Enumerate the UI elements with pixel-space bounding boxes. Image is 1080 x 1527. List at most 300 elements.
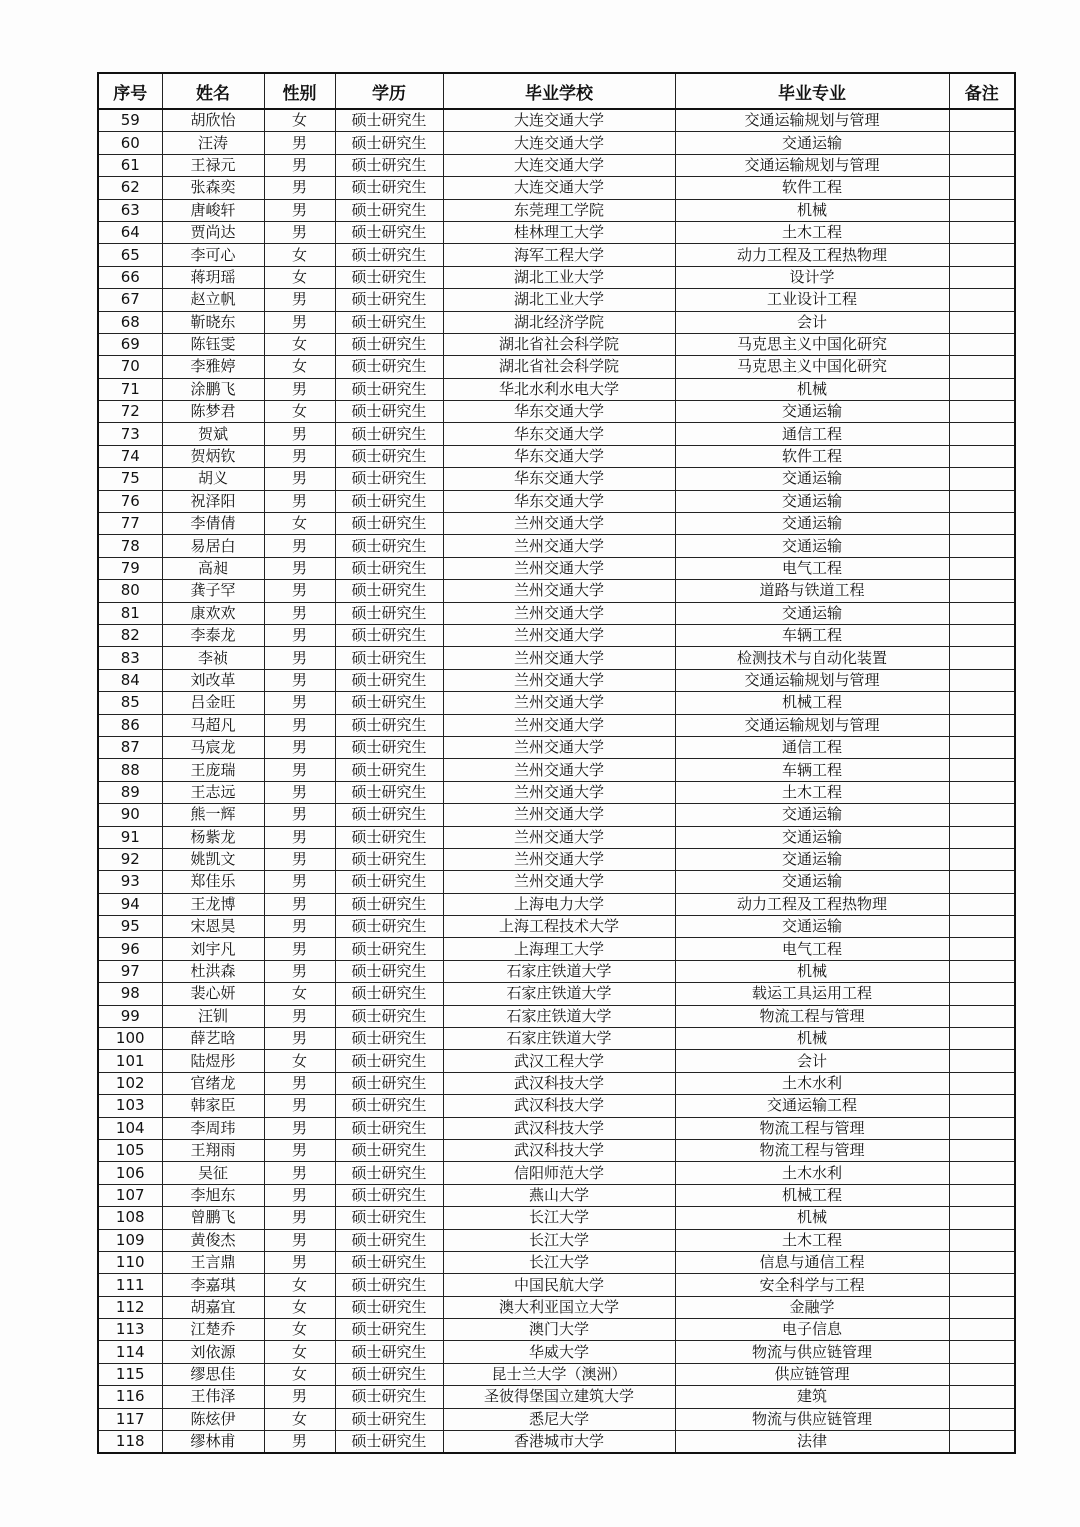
cell-remarks (949, 1408, 1015, 1430)
cell-school: 华东交通大学 (443, 445, 675, 467)
cell-index: 70 (98, 356, 162, 378)
cell-major: 交通运输 (675, 490, 949, 512)
table-row (98, 714, 1015, 736)
cell-school: 信阳师范大学 (443, 1162, 675, 1184)
cell-remarks (949, 1431, 1015, 1454)
cell-school: 东莞理工学院 (443, 199, 675, 221)
cell-major: 交通运输 (675, 602, 949, 624)
cell-index: 104 (98, 1117, 162, 1139)
cell-school: 海军工程大学 (443, 244, 675, 266)
cell-index: 117 (98, 1408, 162, 1430)
cell-gender: 男 (264, 759, 335, 781)
cell-remarks (949, 333, 1015, 355)
cell-education: 硕士研究生 (335, 557, 443, 579)
header-education: 学历 (335, 73, 443, 109)
cell-gender: 男 (264, 1028, 335, 1050)
cell-education: 硕士研究生 (335, 1341, 443, 1363)
cell-gender: 男 (264, 692, 335, 714)
table-row (98, 1072, 1015, 1094)
table-row (98, 669, 1015, 691)
table-header-row (98, 73, 1015, 109)
table-row (98, 602, 1015, 624)
table-row (98, 109, 1015, 132)
cell-gender: 女 (264, 356, 335, 378)
cell-major: 交通运输规划与管理 (675, 714, 949, 736)
cell-education: 硕士研究生 (335, 759, 443, 781)
cell-remarks (949, 468, 1015, 490)
cell-gender: 男 (264, 1005, 335, 1027)
cell-remarks (949, 289, 1015, 311)
cell-major: 物流与供应链管理 (675, 1341, 949, 1363)
cell-education: 硕士研究生 (335, 132, 443, 154)
cell-education: 硕士研究生 (335, 1117, 443, 1139)
cell-name: 马宸龙 (162, 736, 264, 758)
cell-name: 胡嘉宜 (162, 1296, 264, 1318)
cell-name: 贺斌 (162, 423, 264, 445)
cell-remarks (949, 1296, 1015, 1318)
cell-index: 108 (98, 1207, 162, 1229)
cell-education: 硕士研究生 (335, 1386, 443, 1408)
cell-major: 马克思主义中国化研究 (675, 356, 949, 378)
cell-gender: 男 (264, 1386, 335, 1408)
cell-remarks (949, 378, 1015, 400)
cell-gender: 男 (264, 1251, 335, 1273)
cell-remarks (949, 311, 1015, 333)
cell-education: 硕士研究生 (335, 983, 443, 1005)
cell-school: 悉尼大学 (443, 1408, 675, 1430)
cell-school: 兰州交通大学 (443, 624, 675, 646)
cell-education: 硕士研究生 (335, 1028, 443, 1050)
cell-name: 陈炫伊 (162, 1408, 264, 1430)
cell-index: 61 (98, 154, 162, 176)
cell-name: 王龙博 (162, 893, 264, 915)
cell-school: 大连交通大学 (443, 132, 675, 154)
cell-major: 土木水利 (675, 1162, 949, 1184)
cell-major: 法律 (675, 1431, 949, 1454)
cell-school: 澳门大学 (443, 1319, 675, 1341)
cell-remarks (949, 647, 1015, 669)
cell-major: 动力工程及工程热物理 (675, 893, 949, 915)
cell-index: 72 (98, 401, 162, 423)
header-index: 序号 (98, 73, 162, 109)
cell-major: 机械 (675, 1207, 949, 1229)
cell-index: 68 (98, 311, 162, 333)
cell-remarks (949, 804, 1015, 826)
header-school: 毕业学校 (443, 73, 675, 109)
cell-index: 110 (98, 1251, 162, 1273)
cell-major: 动力工程及工程热物理 (675, 244, 949, 266)
cell-education: 硕士研究生 (335, 1184, 443, 1206)
cell-remarks (949, 177, 1015, 199)
table-row (98, 154, 1015, 176)
table-row (98, 1363, 1015, 1385)
cell-major: 会计 (675, 1050, 949, 1072)
cell-name: 王翔雨 (162, 1139, 264, 1161)
cell-gender: 男 (264, 893, 335, 915)
cell-remarks (949, 938, 1015, 960)
cell-name: 刘依源 (162, 1341, 264, 1363)
cell-index: 116 (98, 1386, 162, 1408)
cell-name: 李嘉琪 (162, 1274, 264, 1296)
cell-remarks (949, 154, 1015, 176)
cell-major: 交通运输工程 (675, 1095, 949, 1117)
cell-name: 高昶 (162, 557, 264, 579)
cell-school: 湖北经济学院 (443, 311, 675, 333)
cell-index: 96 (98, 938, 162, 960)
cell-gender: 男 (264, 535, 335, 557)
cell-gender: 男 (264, 669, 335, 691)
cell-major: 交通运输 (675, 401, 949, 423)
cell-gender: 女 (264, 244, 335, 266)
cell-gender: 男 (264, 221, 335, 243)
cell-remarks (949, 1207, 1015, 1229)
cell-education: 硕士研究生 (335, 1319, 443, 1341)
cell-index: 106 (98, 1162, 162, 1184)
cell-index: 62 (98, 177, 162, 199)
cell-remarks (949, 781, 1015, 803)
table-row (98, 736, 1015, 758)
cell-education: 硕士研究生 (335, 1207, 443, 1229)
cell-gender: 男 (264, 445, 335, 467)
cell-remarks (949, 445, 1015, 467)
cell-index: 60 (98, 132, 162, 154)
cell-index: 93 (98, 871, 162, 893)
cell-major: 土木工程 (675, 781, 949, 803)
cell-education: 硕士研究生 (335, 938, 443, 960)
cell-school: 大连交通大学 (443, 177, 675, 199)
table-row (98, 289, 1015, 311)
cell-name: 马超凡 (162, 714, 264, 736)
cell-remarks (949, 513, 1015, 535)
cell-index: 80 (98, 580, 162, 602)
cell-education: 硕士研究生 (335, 177, 443, 199)
cell-education: 硕士研究生 (335, 781, 443, 803)
cell-school: 兰州交通大学 (443, 557, 675, 579)
cell-name: 贺炳钦 (162, 445, 264, 467)
cell-major: 交通运输 (675, 513, 949, 535)
cell-name: 江楚乔 (162, 1319, 264, 1341)
cell-school: 湖北省社会科学院 (443, 333, 675, 355)
cell-remarks (949, 714, 1015, 736)
cell-remarks (949, 736, 1015, 758)
cell-school: 石家庄铁道大学 (443, 983, 675, 1005)
cell-gender: 男 (264, 132, 335, 154)
table-row (98, 1229, 1015, 1251)
cell-education: 硕士研究生 (335, 244, 443, 266)
cell-remarks (949, 356, 1015, 378)
cell-major: 道路与铁道工程 (675, 580, 949, 602)
cell-index: 98 (98, 983, 162, 1005)
cell-major: 交通运输 (675, 535, 949, 557)
cell-major: 交通运输规划与管理 (675, 669, 949, 691)
cell-name: 祝泽阳 (162, 490, 264, 512)
cell-gender: 男 (264, 199, 335, 221)
cell-school: 武汉科技大学 (443, 1095, 675, 1117)
cell-education: 硕士研究生 (335, 893, 443, 915)
cell-gender: 男 (264, 468, 335, 490)
cell-remarks (949, 1229, 1015, 1251)
cell-remarks (949, 199, 1015, 221)
cell-school: 武汉科技大学 (443, 1072, 675, 1094)
cell-school: 武汉工程大学 (443, 1050, 675, 1072)
cell-gender: 男 (264, 714, 335, 736)
cell-major: 供应链管理 (675, 1363, 949, 1385)
cell-education: 硕士研究生 (335, 1251, 443, 1273)
cell-major: 车辆工程 (675, 759, 949, 781)
cell-name: 宋恩昊 (162, 916, 264, 938)
cell-remarks (949, 221, 1015, 243)
cell-school: 大连交通大学 (443, 109, 675, 132)
cell-education: 硕士研究生 (335, 289, 443, 311)
cell-gender: 男 (264, 423, 335, 445)
cell-name: 李倩倩 (162, 513, 264, 535)
cell-name: 康欢欢 (162, 602, 264, 624)
cell-name: 唐峻轩 (162, 199, 264, 221)
cell-remarks (949, 1117, 1015, 1139)
table-row (98, 1005, 1015, 1027)
cell-education: 硕士研究生 (335, 445, 443, 467)
cell-education: 硕士研究生 (335, 1139, 443, 1161)
cell-major: 机械 (675, 960, 949, 982)
cell-school: 石家庄铁道大学 (443, 960, 675, 982)
cell-remarks (949, 624, 1015, 646)
table-row (98, 356, 1015, 378)
table-row (98, 199, 1015, 221)
cell-gender: 女 (264, 1363, 335, 1385)
cell-education: 硕士研究生 (335, 199, 443, 221)
cell-major: 物流与供应链管理 (675, 1408, 949, 1430)
cell-remarks (949, 826, 1015, 848)
cell-school: 武汉科技大学 (443, 1139, 675, 1161)
cell-school: 长江大学 (443, 1207, 675, 1229)
cell-major: 机械 (675, 1028, 949, 1050)
cell-school: 华东交通大学 (443, 468, 675, 490)
cell-gender: 男 (264, 871, 335, 893)
cell-remarks (949, 1319, 1015, 1341)
cell-index: 67 (98, 289, 162, 311)
cell-gender: 女 (264, 1408, 335, 1430)
cell-remarks (949, 848, 1015, 870)
cell-school: 兰州交通大学 (443, 535, 675, 557)
cell-gender: 男 (264, 1117, 335, 1139)
cell-remarks (949, 401, 1015, 423)
cell-gender: 男 (264, 154, 335, 176)
cell-education: 硕士研究生 (335, 490, 443, 512)
cell-gender: 女 (264, 401, 335, 423)
cell-major: 交通运输 (675, 132, 949, 154)
cell-major: 物流工程与管理 (675, 1005, 949, 1027)
cell-index: 99 (98, 1005, 162, 1027)
table-row (98, 580, 1015, 602)
cell-index: 90 (98, 804, 162, 826)
cell-education: 硕士研究生 (335, 356, 443, 378)
table-row (98, 1184, 1015, 1206)
cell-index: 118 (98, 1431, 162, 1454)
table-row (98, 938, 1015, 960)
cell-school: 华东交通大学 (443, 423, 675, 445)
table-row (98, 781, 1015, 803)
cell-major: 会计 (675, 311, 949, 333)
cell-index: 64 (98, 221, 162, 243)
cell-major: 物流工程与管理 (675, 1139, 949, 1161)
cell-index: 92 (98, 848, 162, 870)
cell-remarks (949, 1028, 1015, 1050)
cell-gender: 男 (264, 916, 335, 938)
cell-major: 交通运输规划与管理 (675, 109, 949, 132)
cell-remarks (949, 109, 1015, 132)
cell-major: 电气工程 (675, 557, 949, 579)
cell-remarks (949, 423, 1015, 445)
cell-school: 兰州交通大学 (443, 848, 675, 870)
cell-index: 95 (98, 916, 162, 938)
cell-index: 65 (98, 244, 162, 266)
cell-gender: 男 (264, 804, 335, 826)
cell-education: 硕士研究生 (335, 916, 443, 938)
cell-name: 赵立帆 (162, 289, 264, 311)
cell-name: 刘宇凡 (162, 938, 264, 960)
table-row (98, 1139, 1015, 1161)
table-row (98, 759, 1015, 781)
cell-name: 李祯 (162, 647, 264, 669)
header-remarks: 备注 (949, 73, 1015, 109)
cell-school: 湖北省社会科学院 (443, 356, 675, 378)
cell-index: 89 (98, 781, 162, 803)
cell-remarks (949, 692, 1015, 714)
cell-gender: 男 (264, 647, 335, 669)
cell-major: 机械工程 (675, 1184, 949, 1206)
cell-school: 武汉科技大学 (443, 1117, 675, 1139)
cell-major: 土木水利 (675, 1072, 949, 1094)
table-row (98, 1117, 1015, 1139)
cell-school: 长江大学 (443, 1251, 675, 1273)
cell-school: 香港城市大学 (443, 1431, 675, 1454)
cell-name: 李泰龙 (162, 624, 264, 646)
cell-major: 土木工程 (675, 1229, 949, 1251)
cell-name: 李可心 (162, 244, 264, 266)
cell-name: 胡欣怡 (162, 109, 264, 132)
cell-gender: 男 (264, 557, 335, 579)
cell-gender: 男 (264, 378, 335, 400)
cell-school: 华东交通大学 (443, 401, 675, 423)
cell-index: 69 (98, 333, 162, 355)
cell-remarks (949, 602, 1015, 624)
cell-remarks (949, 132, 1015, 154)
cell-gender: 男 (264, 938, 335, 960)
cell-school: 华北水利水电大学 (443, 378, 675, 400)
cell-remarks (949, 1095, 1015, 1117)
cell-major: 机械工程 (675, 692, 949, 714)
cell-name: 吴征 (162, 1162, 264, 1184)
cell-school: 兰州交通大学 (443, 736, 675, 758)
table-row (98, 535, 1015, 557)
cell-name: 郑佳乐 (162, 871, 264, 893)
cell-gender: 男 (264, 580, 335, 602)
table-row (98, 401, 1015, 423)
cell-name: 王志远 (162, 781, 264, 803)
cell-major: 软件工程 (675, 177, 949, 199)
table-row (98, 244, 1015, 266)
cell-major: 交通运输 (675, 871, 949, 893)
cell-education: 硕士研究生 (335, 154, 443, 176)
cell-remarks (949, 490, 1015, 512)
table-row (98, 848, 1015, 870)
cell-remarks (949, 960, 1015, 982)
cell-school: 兰州交通大学 (443, 647, 675, 669)
cell-remarks (949, 1005, 1015, 1027)
cell-name: 王言鼎 (162, 1251, 264, 1273)
cell-remarks (949, 871, 1015, 893)
cell-gender: 女 (264, 109, 335, 132)
cell-name: 姚凯文 (162, 848, 264, 870)
cell-name: 韩家臣 (162, 1095, 264, 1117)
table-row (98, 826, 1015, 848)
cell-school: 长江大学 (443, 1229, 675, 1251)
cell-major: 交通运输 (675, 848, 949, 870)
cell-name: 李周玮 (162, 1117, 264, 1139)
cell-index: 63 (98, 199, 162, 221)
cell-school: 兰州交通大学 (443, 602, 675, 624)
cell-gender: 男 (264, 1072, 335, 1094)
cell-gender: 男 (264, 1162, 335, 1184)
personnel-table (97, 72, 1016, 1454)
cell-name: 杨紫龙 (162, 826, 264, 848)
table-row (98, 490, 1015, 512)
table-body (98, 109, 1015, 1453)
cell-gender: 男 (264, 602, 335, 624)
cell-gender: 男 (264, 624, 335, 646)
cell-education: 硕士研究生 (335, 378, 443, 400)
cell-remarks (949, 1363, 1015, 1385)
cell-gender: 男 (264, 1139, 335, 1161)
cell-major: 工业设计工程 (675, 289, 949, 311)
cell-remarks (949, 1274, 1015, 1296)
cell-index: 101 (98, 1050, 162, 1072)
table-row (98, 132, 1015, 154)
cell-index: 78 (98, 535, 162, 557)
table-row (98, 647, 1015, 669)
cell-education: 硕士研究生 (335, 669, 443, 691)
cell-education: 硕士研究生 (335, 692, 443, 714)
cell-index: 111 (98, 1274, 162, 1296)
cell-remarks (949, 1251, 1015, 1273)
cell-school: 兰州交通大学 (443, 826, 675, 848)
cell-school: 兰州交通大学 (443, 804, 675, 826)
cell-remarks (949, 893, 1015, 915)
cell-index: 76 (98, 490, 162, 512)
cell-education: 硕士研究生 (335, 513, 443, 535)
cell-remarks (949, 580, 1015, 602)
cell-education: 硕士研究生 (335, 580, 443, 602)
cell-index: 103 (98, 1095, 162, 1117)
cell-school: 中国民航大学 (443, 1274, 675, 1296)
cell-education: 硕士研究生 (335, 401, 443, 423)
cell-name: 曾鹏飞 (162, 1207, 264, 1229)
cell-name: 熊一辉 (162, 804, 264, 826)
cell-education: 硕士研究生 (335, 1274, 443, 1296)
cell-gender: 女 (264, 1341, 335, 1363)
table-row (98, 513, 1015, 535)
table-row (98, 311, 1015, 333)
cell-name: 吕金旺 (162, 692, 264, 714)
cell-education: 硕士研究生 (335, 423, 443, 445)
cell-school: 上海工程技术大学 (443, 916, 675, 938)
cell-education: 硕士研究生 (335, 1296, 443, 1318)
cell-major: 交通运输 (675, 468, 949, 490)
cell-index: 77 (98, 513, 162, 535)
cell-gender: 男 (264, 1229, 335, 1251)
cell-index: 114 (98, 1341, 162, 1363)
table-row (98, 692, 1015, 714)
